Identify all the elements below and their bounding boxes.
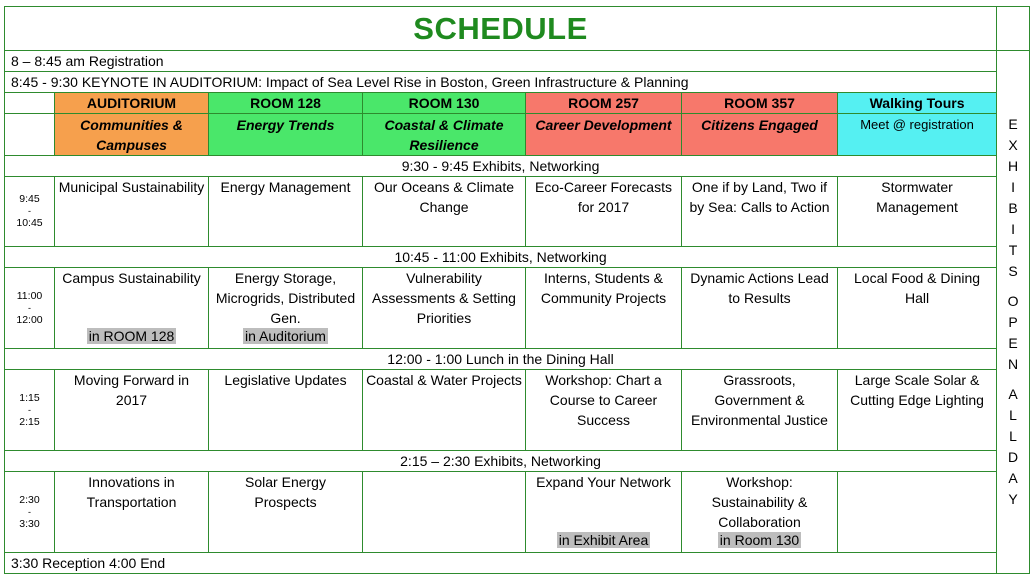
time-slot: 1:15 - 2:15 <box>5 370 55 451</box>
track-career-development: Career Development <box>526 114 682 156</box>
session-title: Large Scale Solar & Cutting Edge Lighting <box>850 372 984 408</box>
session-title: Innovations in Transportation <box>86 474 177 510</box>
session-title: Workshop: Sustainability & Collaboration <box>711 474 808 530</box>
banner-letter: L <box>1009 407 1017 423</box>
break-row: 10:45 - 11:00 Exhibits, Networking <box>5 247 997 268</box>
exhibits-open-all-day-banner <box>997 51 1030 574</box>
session-title: Campus Sustainability <box>62 270 201 286</box>
session-title: One if by Land, Two if by Sea: Calls to Action <box>689 179 830 215</box>
session-title: Moving Forward in 2017 <box>73 372 190 408</box>
banner-letter: E <box>1008 335 1018 351</box>
session-cell <box>682 472 838 553</box>
track-coastal-climate: Coastal & Climate Resilience <box>363 114 526 156</box>
session-title: Solar Energy Prospects <box>245 474 326 510</box>
break-row: 2:15 – 2:30 Exhibits, Networking <box>5 451 997 472</box>
session-cell <box>209 177 363 247</box>
session-row <box>5 472 1030 553</box>
session-cell <box>55 472 209 553</box>
banner-letter: L <box>1009 428 1017 444</box>
session-title: Coastal & Water Projects <box>366 372 522 388</box>
page-title: SCHEDULE <box>413 10 588 46</box>
location-tag: in Room 130 <box>719 532 800 548</box>
time-slot: 2:30 - 3:30 <box>5 472 55 553</box>
track-blank <box>5 114 55 156</box>
session-cell <box>682 370 838 451</box>
track-communities-campuses: Communities & Campuses <box>55 114 209 156</box>
banner-letter: O <box>1007 293 1019 309</box>
session-title: Eco-Career Forecasts for 2017 <box>535 179 672 215</box>
session-cell <box>55 268 209 349</box>
room-header-row <box>5 93 1030 114</box>
track-citizens-engaged: Citizens Engaged <box>682 114 838 156</box>
session-cell <box>55 370 209 451</box>
track-meet-registration: Meet @ registration <box>838 114 997 156</box>
banner-letter: P <box>1008 314 1018 330</box>
session-cell <box>55 177 209 247</box>
room-header-blank <box>5 93 55 114</box>
room-header-130: ROOM 130 <box>363 93 526 114</box>
banner-letter: A <box>1008 386 1018 402</box>
banner-letter: T <box>1008 242 1018 258</box>
session-title: Energy Management <box>220 179 351 195</box>
room-header-128: ROOM 128 <box>209 93 363 114</box>
banner-letter: Y <box>1008 491 1018 507</box>
session-title: Energy Storage, Microgrids, Distributed Gen. <box>215 270 356 326</box>
session-cell-empty <box>838 472 997 553</box>
keynote-row: 8:45 - 9:30 KEYNOTE IN AUDITORIUM: Impact of Sea Level Rise in Boston, Green Infrastructure & Planning <box>5 72 997 93</box>
banner-letter: H <box>1008 158 1019 174</box>
session-cell <box>526 370 682 451</box>
banner-letter: D <box>1008 449 1019 465</box>
session-title: Stormwater Management <box>876 179 958 215</box>
banner-letter: I <box>1011 221 1016 237</box>
session-cell-empty <box>363 472 526 553</box>
closing-row: 3:30 Reception 4:00 End <box>5 553 997 574</box>
session-title: Our Oceans & Climate Change <box>373 179 515 215</box>
location-tag: in ROOM 128 <box>88 328 175 344</box>
session-title: Expand Your Network <box>536 474 671 490</box>
session-cell <box>838 177 997 247</box>
room-header-auditorium: AUDITORIUM <box>55 93 209 114</box>
session-row <box>5 177 1030 247</box>
session-title: Local Food & Dining Hall <box>854 270 981 306</box>
lunch-row: 12:00 - 1:00 Lunch in the Dining Hall <box>5 349 997 370</box>
session-cell <box>209 268 363 349</box>
location-tag: in Exhibit Area <box>558 532 649 548</box>
session-cell <box>526 472 682 553</box>
registration-row: 8 – 8:45 am Registration <box>5 51 997 72</box>
time-slot: 11:00 - 12:00 <box>5 268 55 349</box>
session-cell <box>363 177 526 247</box>
session-row <box>5 268 1030 349</box>
session-cell <box>526 177 682 247</box>
room-header-walking-tours: Walking Tours <box>838 93 997 114</box>
banner-letter: X <box>1008 137 1018 153</box>
session-title: Vulnerability Assessments & Setting Priorities <box>372 270 516 326</box>
banner-letter: I <box>1011 179 1016 195</box>
session-row <box>5 370 1030 451</box>
room-header-357: ROOM 357 <box>682 93 838 114</box>
room-header-257: ROOM 257 <box>526 93 682 114</box>
session-cell <box>682 268 838 349</box>
session-cell <box>209 370 363 451</box>
session-cell <box>209 472 363 553</box>
session-title: Dynamic Actions Lead to Results <box>690 270 829 306</box>
session-title: Interns, Students & Community Projects <box>540 270 667 306</box>
title-cell <box>5 7 997 51</box>
session-cell <box>682 177 838 247</box>
banner-letter: N <box>1008 356 1019 372</box>
banner-letter: E <box>1008 116 1018 132</box>
schedule-table <box>4 6 1030 574</box>
session-cell <box>526 268 682 349</box>
track-energy-trends: Energy Trends <box>209 114 363 156</box>
banner-letter: B <box>1008 200 1018 216</box>
banner-letter: S <box>1008 263 1018 279</box>
time-slot: 9:45 - 10:45 <box>5 177 55 247</box>
break-row: 9:30 - 9:45 Exhibits, Networking <box>5 156 997 177</box>
banner-letter: A <box>1008 470 1018 486</box>
title-side-cell <box>997 7 1030 51</box>
session-cell <box>363 370 526 451</box>
session-cell <box>838 370 997 451</box>
location-tag: in Auditorium <box>245 328 326 344</box>
session-title: Municipal Sustainability <box>58 179 205 195</box>
track-row <box>5 114 1030 156</box>
session-title: Legislative Updates <box>224 372 347 388</box>
session-title: Grassroots, Government & Environmental Justice <box>691 372 828 428</box>
session-cell <box>363 268 526 349</box>
session-cell <box>838 268 997 349</box>
session-title: Workshop: Chart a Course to Career Success <box>545 372 662 428</box>
